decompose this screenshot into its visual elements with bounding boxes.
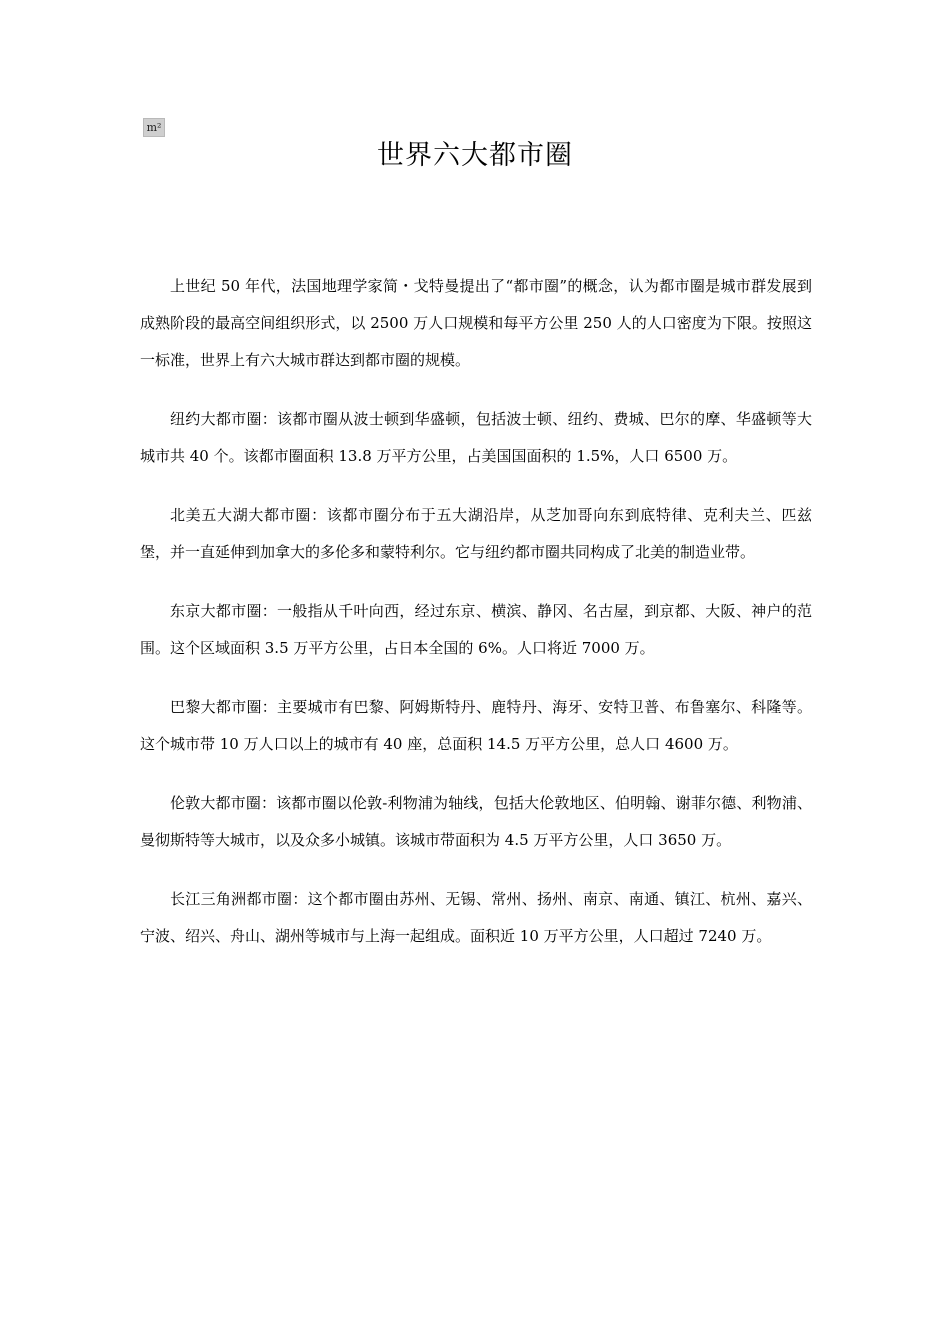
document-title: 世界六大都市圈 [377, 140, 573, 171]
unit-symbol-icon: m² [143, 118, 165, 137]
tokyo-paragraph: 东京大都市圈：一般指从千叶向西，经过东京、横滨、静冈、名古屋，到京都、大阪、神户的范围。这个区域面积 3.5 万平方公里，占日本全国的 6%。人口将近 7000 万。 [140, 602, 812, 657]
great-lakes-paragraph: 北美五大湖大都市圈：该都市圈分布于五大湖沿岸，从芝加哥向东到底特律、克利夫兰、匹兹堡，并一直延伸到加拿大的多伦多和蒙特利尔。它与纽约都市圈共同构成了北美的制造业带。 [140, 506, 812, 561]
london-paragraph: 伦敦大都市圈：该都市圈以伦敦-利物浦为轴线，包括大伦敦地区、伯明翰、谢菲尔德、利物浦、曼彻斯特等大城市，以及众多小城镇。该城市带面积为 4.5 万平方公里，人口 3650 万。 [140, 794, 812, 849]
paris-paragraph: 巴黎大都市圈：主要城市有巴黎、阿姆斯特丹、鹿特丹、海牙、安特卫普、布鲁塞尔、科隆等。这个城市带 10 万人口以上的城市有 40 座，总面积 14.5 万平方公里，总人口 4600 万。 [140, 698, 812, 753]
yangtze-delta-paragraph: 长江三角洲都市圈：这个都市圈由苏州、无锡、常州、扬州、南京、南通、镇江、杭州、嘉兴、宁波、绍兴、舟山、湖州等城市与上海一起组成。面积近 10 万平方公里，人口超过 7240 万。 [140, 890, 812, 945]
document-body [140, 268, 812, 977]
intro-paragraph: 上世纪 50 年代，法国地理学家简・戈特曼提出了“都市圈”的概念，认为都市圈是城市群发展到成熟阶段的最高空间组织形式，以 2500 万人口规模和每平方公里 250 人的人口密度为下限。按照这一标准，世界上有六大城市群达到都市圈的规模。 [140, 277, 812, 369]
new-york-paragraph: 纽约大都市圈：该都市圈从波士顿到华盛顿，包括波士顿、纽约、费城、巴尔的摩、华盛顿等大城市共 40 个。该都市圈面积 13.8 万平方公里，占美国国面积的 1.5%，人口 6500 万。 [140, 410, 812, 465]
